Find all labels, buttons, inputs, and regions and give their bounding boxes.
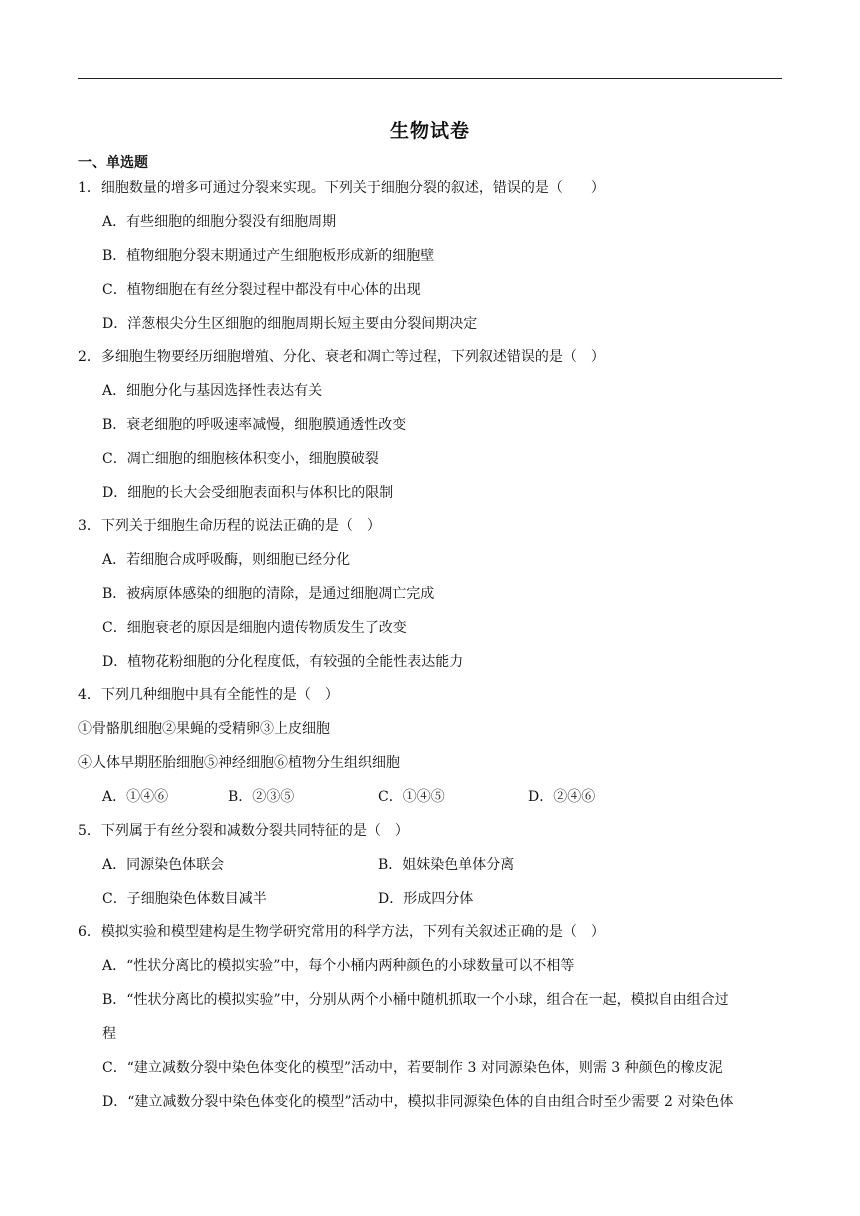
question-4-option-d: D．②④⑥ [528,789,596,805]
question-4-option-a: A．①④⑥ [102,789,169,805]
page-title: 生物试卷 [389,120,470,142]
question-3-option-b: B．被病原体感染的细胞的清除，是通过细胞凋亡完成 [102,586,435,602]
question-2-option-b: B．衰老细胞的呼吸速率减慢，细胞膜通透性改变 [102,417,407,433]
question-4-items-line-2: ④人体早期胚胎细胞⑤神经细胞⑥植物分生组织细胞 [78,755,400,771]
question-3-option-a: A．若细胞合成呼吸酶，则细胞已经分化 [102,552,351,568]
question-6-option-c: C．“建立减数分裂中染色体变化的模型”活动中，若要制作 3 对同源染色体，则需 3 种颜色的橡皮泥 [102,1060,723,1076]
question-4-option-c: C．①④⑤ [378,789,445,805]
question-4-option-b: B．②③⑤ [228,789,295,805]
question-3-option-c: C．细胞衰老的原因是细胞内遗传物质发生了改变 [102,620,407,636]
question-6-option-a: A．“性状分离比的模拟实验”中，每个小桶内两种颜色的小球数量可以不相等 [102,958,575,974]
question-6-option-b: B．“性状分离比的模拟实验”中，分别从两个小桶中随机抓取一个小球，组合在一起，模拟自由组合过 [102,992,729,1008]
question-2-option-d: D．细胞的长大会受细胞表面积与体积比的限制 [102,485,394,501]
question-3-stem: 3．下列关于细胞生命历程的说法正确的是（ ） [78,518,381,534]
question-4-stem: 4．下列几种细胞中具有全能性的是（ ） [78,687,339,703]
question-6-option-d: D．“建立减数分裂中染色体变化的模型”活动中，模拟非同源染色体的自由组合时至少需要 2 对染色体 [102,1094,734,1110]
question-2-option-a: A．细胞分化与基因选择性表达有关 [102,383,323,399]
question-1-option-c: C．植物细胞在有丝分裂过程中都没有中心体的出现 [102,282,421,298]
section-heading: 一、单选题 [78,155,148,171]
question-1-option-a: A．有些细胞的细胞分裂没有细胞周期 [102,214,337,230]
question-2-stem: 2．多细胞生物要经历细胞增殖、分化、衰老和凋亡等过程，下列叙述错误的是（ ） [78,349,605,365]
question-6-option-b-continued: 程 [102,1026,116,1042]
question-5-option-a: A．同源染色体联会 [102,857,225,873]
question-1-stem: 1．细胞数量的增多可通过分裂来实现。下列关于细胞分裂的叙述，错误的是（ ） [78,180,605,196]
question-3-option-d: D．植物花粉细胞的分化程度低，有较强的全能性表达能力 [102,654,464,670]
question-4-items-line-1: ①骨骼肌细胞②果蝇的受精卵③上皮细胞 [78,721,330,737]
question-6-stem: 6．模拟实验和模型建构是生物学研究常用的科学方法，下列有关叙述正确的是（ ） [78,924,605,940]
header-rule [78,78,782,79]
question-5-option-d: D．形成四分体 [378,891,474,907]
question-5-stem: 5．下列属于有丝分裂和减数分裂共同特征的是（ ） [78,823,409,839]
question-1-option-b: B．植物细胞分裂末期通过产生细胞板形成新的细胞壁 [102,248,435,264]
question-5-option-c: C．子细胞染色体数目减半 [102,891,267,907]
question-1-option-d: D．洋葱根尖分生区细胞的细胞周期长短主要由分裂间期决定 [102,316,478,332]
question-5-option-b: B．姐妹染色单体分离 [378,857,515,873]
question-2-option-c: C．凋亡细胞的细胞核体积变小，细胞膜破裂 [102,451,379,467]
